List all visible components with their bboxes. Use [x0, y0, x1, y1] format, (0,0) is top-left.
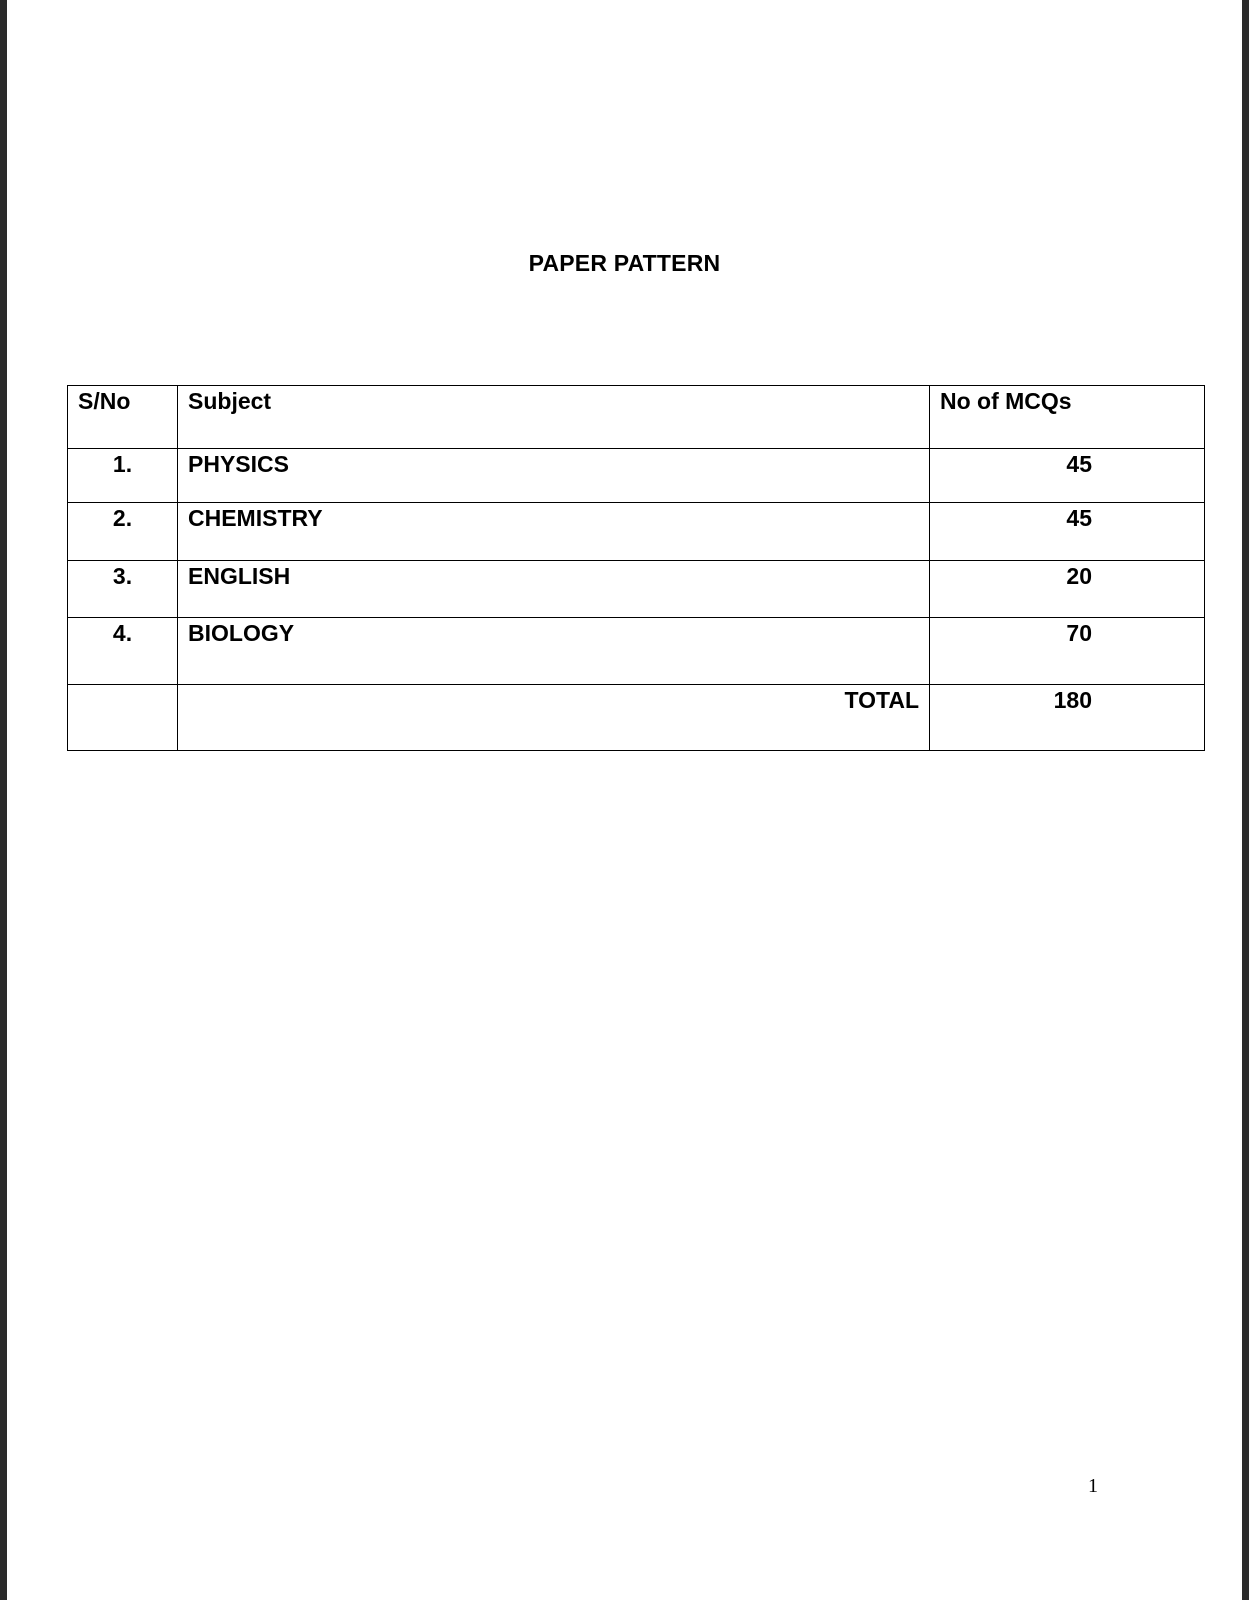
row-sno: 2. [68, 503, 178, 561]
row-subject: CHEMISTRY [178, 503, 930, 561]
row-subject: PHYSICS [178, 449, 930, 503]
header-subject: Subject [178, 386, 930, 449]
header-sno: S/No [68, 386, 178, 449]
page-title: PAPER PATTERN [528, 250, 721, 276]
total-empty-cell [68, 685, 178, 751]
total-label: TOTAL [178, 685, 930, 751]
paper-pattern-table [67, 385, 1205, 751]
table-row [68, 618, 1205, 685]
row-subject: ENGLISH [178, 561, 930, 618]
page-number: 1 [1088, 1475, 1098, 1497]
table-row [68, 503, 1205, 561]
row-mcqs: 70 [930, 618, 1205, 685]
header-mcqs: No of MCQs [930, 386, 1205, 449]
total-value: 180 [930, 685, 1205, 751]
table-row [68, 449, 1205, 503]
row-sno: 1. [68, 449, 178, 503]
row-subject: BIOLOGY [178, 618, 930, 685]
total-row [68, 685, 1205, 751]
row-sno: 3. [68, 561, 178, 618]
row-mcqs: 45 [930, 449, 1205, 503]
row-sno: 4. [68, 618, 178, 685]
table-row [68, 561, 1205, 618]
document-page [7, 0, 1242, 1600]
table-header-row [68, 386, 1205, 449]
row-mcqs: 20 [930, 561, 1205, 618]
row-mcqs: 45 [930, 503, 1205, 561]
